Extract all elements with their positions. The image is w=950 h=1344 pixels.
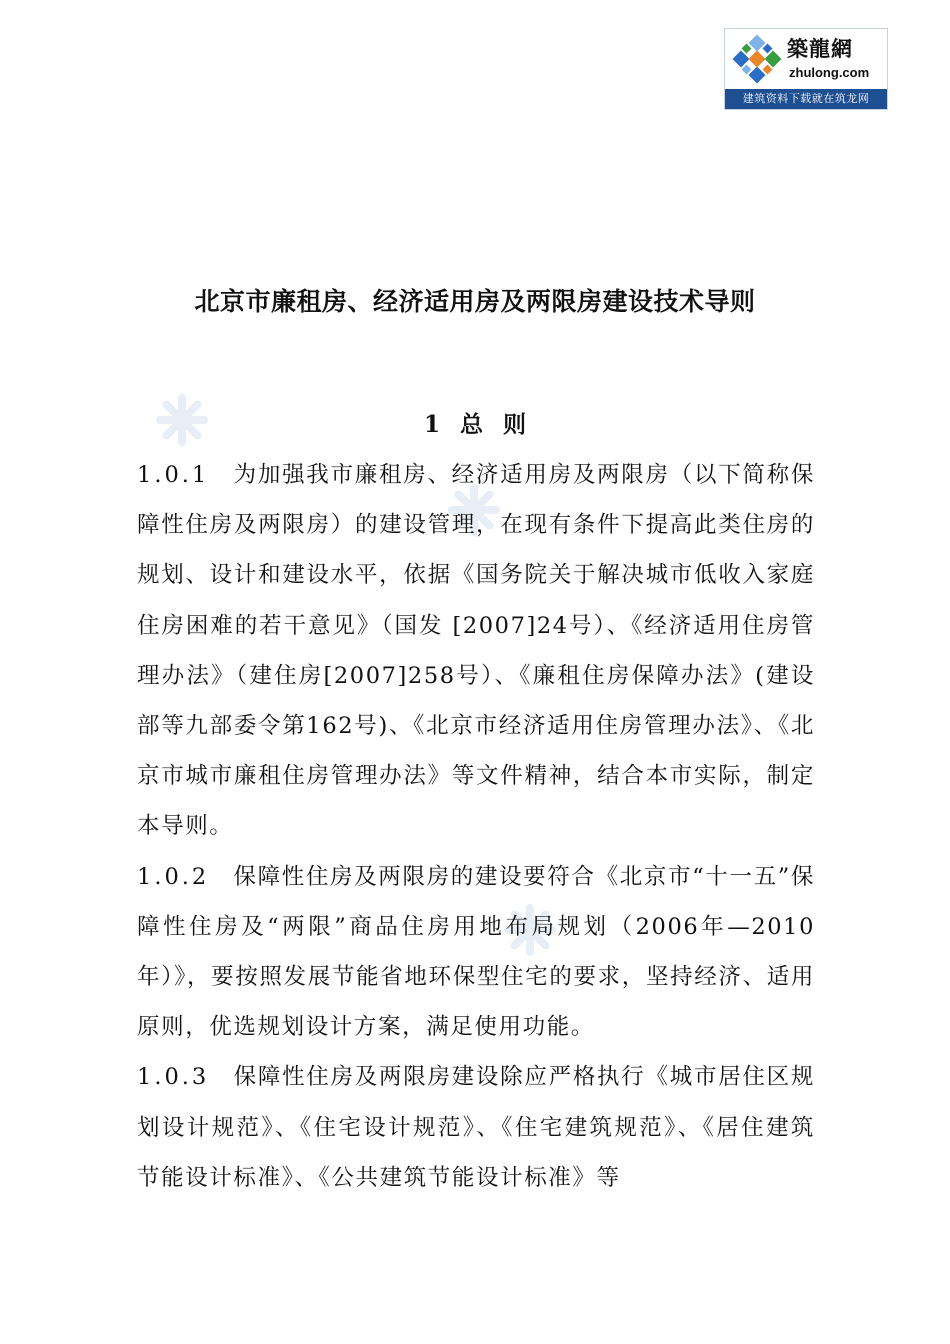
logo-name: 築龍網 [787,37,853,61]
document-title: 北京市廉租房、经济适用房及两限房建设技术导则 [194,287,756,316]
clause-text: 为加强我市廉租房、经济适用房及两限房（以下简称保障性住房及两限房）的建设管理，在现有条件下提高此类住房的规划、设计和建设水平，依据《国务院关于解决城市低收入家庭住房困难的若干意见》（国发 [2007]24号）、《经济适用住房管理办法》（建住房[2007]258号）、《廉租住房保障办法》(建设部等九部委令第162号)、《北京市经济适用住房管理办法》、《北京市城市廉租住房管理办法》等文件精神，结合本市实际，制定本导则。 [137,462,815,840]
document-body [137,450,815,1203]
clause-number: 1.0.2 [137,863,210,890]
logo-slogan: 建筑资料下载就在筑龙网 [725,89,887,109]
logo-diamond-icon [731,35,783,87]
logo-domain: zhulong.com [789,65,870,80]
clause-number: 1.0.1 [137,462,210,488]
section-heading: 1 总 则 [423,411,527,438]
clause-1-0-3 [137,1052,815,1203]
clause-number: 1.0.3 [137,1064,210,1091]
clause-1-0-2 [137,852,815,1053]
clause-1-0-1 [137,450,815,852]
zhulong-logo[interactable] [724,28,888,110]
clause-text: 保障性住房及两限房建设除应严格执行《城市居住区规划设计规范》、《住宅设计规范》、《住宅建筑规范》、《居住建筑节能设计标准》、《公共建筑节能设计标准》等 [137,1064,815,1191]
clause-text: 保障性住房及两限房的建设要符合《北京市“十一五”保障性住房及“两限”商品住房用地布局规划（2006年—2010年）》，要按照发展节能省地环保型住宅的要求，坚持经济、适用原则，优选规划设计方案，满足使用功能。 [137,863,815,1041]
